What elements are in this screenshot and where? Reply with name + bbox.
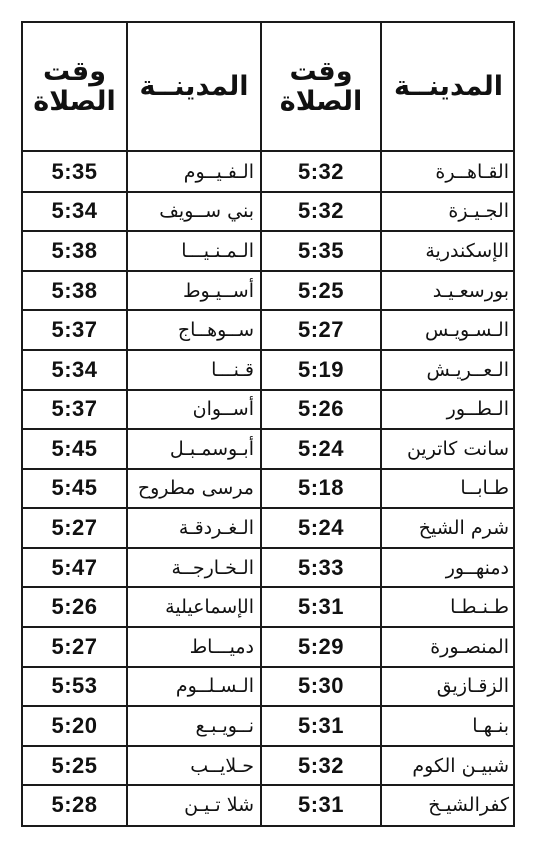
city-name: طـنـطـا xyxy=(450,596,509,619)
city-name: ســوهــاج xyxy=(177,319,254,342)
city-name: الـغـردقـة xyxy=(178,517,254,540)
prayer-time: 5:38 xyxy=(51,237,98,263)
prayer-time: 5:33 xyxy=(297,554,345,580)
city-name: شلا تـيـن xyxy=(184,794,254,817)
city-name: سانت كاترين xyxy=(406,437,509,460)
prayer-time: 5:18 xyxy=(297,475,345,501)
city-name: الإسماعيلية xyxy=(165,596,254,619)
city-name: الـسـويـس xyxy=(424,319,509,342)
prayer-time: 5:37 xyxy=(51,396,98,422)
city-name: كفرالشيـخ xyxy=(428,794,509,817)
prayer-time: 5:32 xyxy=(297,752,345,778)
row-divider xyxy=(23,270,513,272)
row-divider xyxy=(23,389,513,391)
prayer-time: 5:30 xyxy=(297,673,345,699)
city-name: بني ســويف xyxy=(159,200,254,223)
city-name: الزقـازيق xyxy=(436,675,509,698)
row-divider xyxy=(23,428,513,430)
city-name: القـاهــرة xyxy=(435,160,509,183)
city-name: المنصـورة xyxy=(430,635,509,658)
city-name: دمنهــور xyxy=(445,556,509,579)
city-name: الـمـنـيـــا xyxy=(181,239,254,262)
city-name: الـطــور xyxy=(446,398,509,421)
city-name: الـخـارجــة xyxy=(171,556,254,579)
city-name: أســوان xyxy=(192,398,254,421)
prayer-time: 5:19 xyxy=(297,356,345,382)
header-city-right-block: المدينــة xyxy=(139,70,249,102)
city-name: الـعــريـش xyxy=(426,358,509,381)
prayer-times-table xyxy=(21,21,515,827)
row-divider xyxy=(23,626,513,628)
row-divider xyxy=(23,666,513,668)
row-divider xyxy=(23,547,513,549)
row-divider xyxy=(23,309,513,311)
prayer-time: 5:27 xyxy=(297,317,345,343)
prayer-time: 5:45 xyxy=(51,475,98,501)
city-name: نــويـبـع xyxy=(195,715,254,738)
prayer-time: 5:24 xyxy=(297,435,345,461)
header-prayer-time-left-block: وقت الصلاة xyxy=(279,55,363,117)
row-divider xyxy=(23,705,513,707)
row-divider xyxy=(23,191,513,193)
prayer-time: 5:31 xyxy=(297,594,345,620)
city-name: مرسى مطروح xyxy=(137,477,254,500)
prayer-time: 5:45 xyxy=(51,435,98,461)
prayer-time: 5:35 xyxy=(297,237,345,263)
row-divider xyxy=(23,349,513,351)
prayer-time: 5:53 xyxy=(51,673,98,699)
prayer-time: 5:47 xyxy=(51,554,98,580)
prayer-time: 5:27 xyxy=(51,633,98,659)
row-divider xyxy=(23,507,513,509)
city-name: حـلايــب xyxy=(190,754,254,777)
city-name: بورسعـيـد xyxy=(432,279,509,302)
city-name: الـفـيــوم xyxy=(183,160,254,183)
city-name: شرم الشيخ xyxy=(418,517,509,540)
city-name: أســيـوط xyxy=(182,279,254,302)
city-name: الإسكندرية xyxy=(425,239,509,262)
prayer-time: 5:27 xyxy=(51,515,98,541)
city-name: طـابــا xyxy=(460,477,509,500)
city-name: شبيـن الكوم xyxy=(412,754,509,777)
prayer-time: 5:31 xyxy=(297,792,345,818)
prayer-time: 5:20 xyxy=(51,713,98,739)
header-prayer-time-right-block: وقت الصلاة xyxy=(33,55,116,117)
prayer-time: 5:32 xyxy=(297,198,345,224)
city-name: بنـهـا xyxy=(472,715,509,738)
city-name: أبـوسمـبـل xyxy=(169,437,254,460)
prayer-time: 5:34 xyxy=(51,356,98,382)
prayer-time: 5:26 xyxy=(51,594,98,620)
prayer-time: 5:37 xyxy=(51,317,98,343)
city-name: الجـيـزة xyxy=(448,200,509,223)
prayer-time: 5:28 xyxy=(51,792,98,818)
header-city-left-block: المدينــة xyxy=(393,70,504,102)
prayer-time: 5:25 xyxy=(297,277,345,303)
prayer-time: 5:32 xyxy=(297,158,345,184)
prayer-time: 5:29 xyxy=(297,633,345,659)
row-divider xyxy=(23,230,513,232)
city-name: الـسـلــوم xyxy=(175,675,254,698)
row-divider xyxy=(23,468,513,470)
prayer-time: 5:35 xyxy=(51,158,98,184)
prayer-time: 5:38 xyxy=(51,277,98,303)
prayer-time: 5:31 xyxy=(297,713,345,739)
row-divider xyxy=(23,586,513,588)
prayer-time: 5:34 xyxy=(51,198,98,224)
row-divider xyxy=(23,784,513,786)
prayer-time: 5:24 xyxy=(297,515,345,541)
prayer-time: 5:26 xyxy=(297,396,345,422)
city-name: دميـــاط xyxy=(189,635,254,658)
prayer-time: 5:25 xyxy=(51,752,98,778)
city-name: قـنـــا xyxy=(211,358,254,381)
row-divider xyxy=(23,745,513,747)
